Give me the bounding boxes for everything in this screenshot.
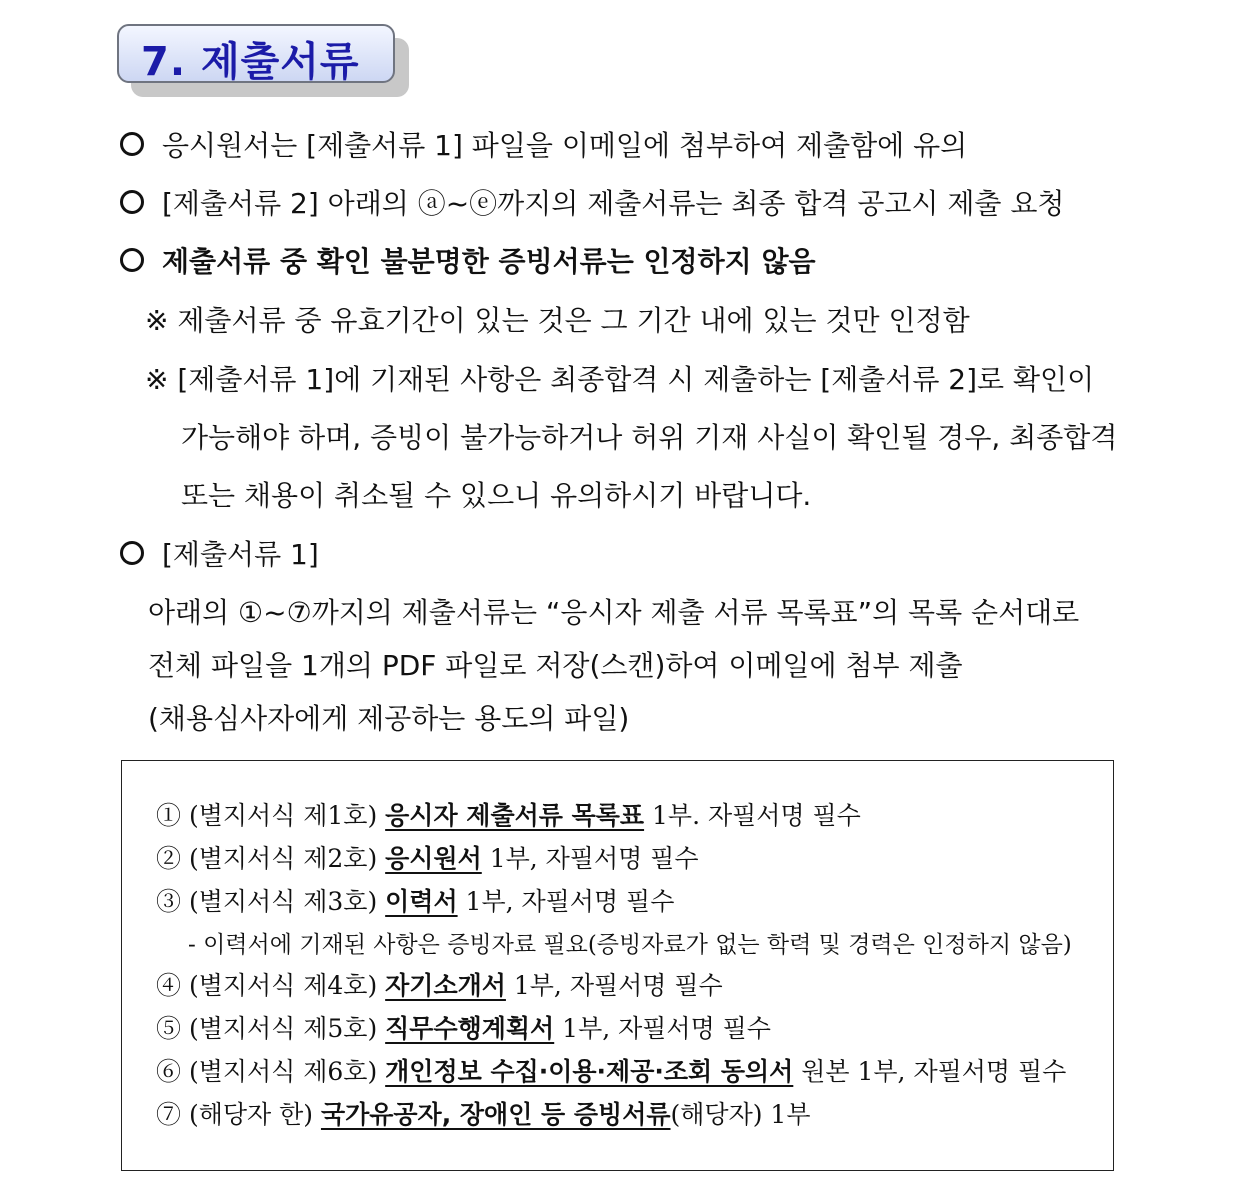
item-suffix: 1부, 자필서명 필수 bbox=[505, 971, 723, 1000]
item-suffix: (해당자) 1부 bbox=[670, 1100, 811, 1129]
note-2-line-2: 가능해야 하며, 증빙이 불가능하거나 허위 기재 사실이 확인될 경우, 최종합격 bbox=[181, 421, 1118, 454]
bullet-line-3 bbox=[120, 244, 816, 280]
item-suffix: 1부, 자필서명 필수 bbox=[554, 1014, 771, 1043]
item-prefix: ⑤ (별지서식 제5호) bbox=[156, 1014, 386, 1043]
bullet-line-1 bbox=[120, 128, 967, 164]
doc1-bullet-text: [제출서류 1] bbox=[162, 538, 319, 571]
circle-bullet-icon bbox=[120, 132, 144, 156]
list-item bbox=[156, 842, 699, 876]
list-item bbox=[156, 1012, 771, 1046]
doc1-line-1: 아래의 ①~⑦까지의 제출서류는 “응시자 제출 서류 목록표”의 목록 순서대로 bbox=[148, 596, 1080, 629]
item-name: 응시원서 bbox=[385, 844, 482, 873]
bullet-text-2: [제출서류 2] 아래의 ⓐ~ⓔ까지의 제출서류는 최종 합격 공고시 제출 요청 bbox=[162, 187, 1065, 220]
item-suffix: 1부, 자필서명 필수 bbox=[481, 844, 699, 873]
list-item bbox=[156, 1055, 1066, 1089]
item-name: 응시자 제출서류 목록표 bbox=[385, 801, 645, 830]
item-3-subnote: - 이력서에 기재된 사항은 증빙자료 필요(증빙자료가 없는 학력 및 경력은 인정하지 않음) bbox=[188, 932, 1072, 958]
note-1: ※ 제출서류 중 유효기간이 있는 것은 그 기간 내에 있는 것만 인정함 bbox=[145, 304, 970, 337]
item-name: 국가유공자, 장애인 등 증빙서류 bbox=[320, 1100, 671, 1129]
circle-bullet-icon bbox=[120, 541, 144, 565]
document-list-box bbox=[121, 760, 1114, 1171]
section-title: 7. 제출서류 bbox=[141, 39, 360, 85]
circle-bullet-icon bbox=[120, 248, 144, 272]
note-2-line-1: ※ [제출서류 1]에 기재된 사항은 최종합격 시 제출하는 [제출서류 2]로 확인이 bbox=[145, 363, 1095, 396]
list-item bbox=[156, 969, 723, 1003]
item-name: 직무수행계획서 bbox=[385, 1014, 555, 1043]
item-suffix: 1부, 자필서명 필수 bbox=[457, 887, 675, 916]
item-prefix: ⑦ (해당자 한) bbox=[156, 1100, 321, 1129]
item-suffix: 원본 1부, 자필서명 필수 bbox=[793, 1057, 1067, 1086]
circle-bullet-icon bbox=[120, 190, 144, 214]
bullet-text-3: 제출서류 중 확인 불분명한 증빙서류는 인정하지 않음 bbox=[162, 245, 816, 278]
doc1-line-3: (채용심사자에게 제공하는 용도의 파일) bbox=[148, 702, 630, 735]
doc1-line-2: 전체 파일을 1개의 PDF 파일로 저장(스캔)하여 이메일에 첨부 제출 bbox=[148, 649, 963, 682]
item-prefix: ③ (별지서식 제3호) bbox=[156, 887, 386, 916]
doc1-bullet-line bbox=[120, 537, 319, 573]
item-prefix: ⑥ (별지서식 제6호) bbox=[156, 1057, 386, 1086]
item-name: 자기소개서 bbox=[385, 971, 506, 1000]
item-prefix: ① (별지서식 제1호) bbox=[156, 801, 386, 830]
section-title-box bbox=[117, 24, 395, 83]
note-2-line-3: 또는 채용이 취소될 수 있으니 유의하시기 바랍니다. bbox=[181, 479, 812, 512]
item-prefix: ④ (별지서식 제4호) bbox=[156, 971, 386, 1000]
item-prefix: ② (별지서식 제2호) bbox=[156, 844, 386, 873]
list-item bbox=[156, 799, 861, 833]
bullet-text-1: 응시원서는 [제출서류 1] 파일을 이메일에 첨부하여 제출함에 유의 bbox=[162, 129, 968, 162]
list-item bbox=[156, 885, 674, 919]
item-name: 이력서 bbox=[385, 887, 458, 916]
item-name: 개인정보 수집·이용·제공·조회 동의서 bbox=[385, 1057, 794, 1086]
list-item bbox=[156, 1098, 810, 1132]
bullet-line-2 bbox=[120, 186, 1064, 222]
item-suffix: 1부. 자필서명 필수 bbox=[644, 801, 861, 830]
